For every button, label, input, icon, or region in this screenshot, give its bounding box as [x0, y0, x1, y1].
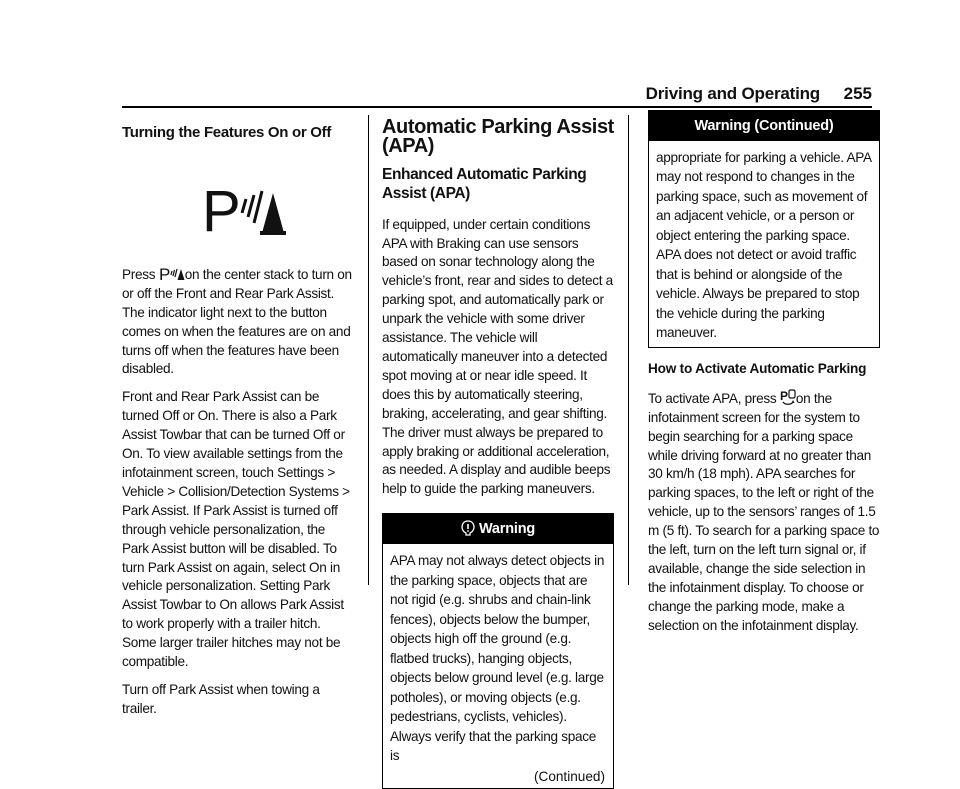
park-assist-icon — [202, 181, 287, 236]
warning-header: Warning — [383, 514, 613, 544]
column-divider — [628, 115, 629, 585]
paragraph: To activate APA, press P on the infotainment screen for the system to begin searching for a parking space while driving forward at no greater than 30 km/h (18 mph). APA searches for parking spaces, to the left or right of the vehicle, up to the sensors’ ranges of 1.5 m (5 ft). To search for a parking space to the left, turn on the left turn signal or, if available, change the side selection in the infotainment display. To choose or change the parking mode, make a selection on the infotainment display. — [648, 388, 880, 633]
paragraph: Front and Rear Park Assist can be turned Off or On. There is also a Park Assist Towbar that can be turned Off or On. To view available settings from the infotainment screen, touch Settings > Vehicle > Collision/Detection Systems > Park Assist. If Park Assist is turned off through vehicle personalization, the Park Assist button will be disabled. To turn Park Assist on again, select On in vehicle personalization. Setting Park Assist Towbar to On allows Park Assist to work properly with a trailer hitch. Some larger trailer hitches may not be compatible. — [122, 389, 350, 670]
svg-text:P: P — [158, 265, 170, 281]
warning-icon — [461, 520, 475, 536]
page-number: 255 — [843, 84, 872, 103]
paragraph: If equipped, under certain conditions APA with Braking can use sensors based on sonar technology along the vehicle’s front, rear and sides to detect a parking spot, and automatically park or unpark the vehicle with some driver assistance. The vehicle will automatically maneuver into a detected spot moving at or near idle speed. It does this by automatically steering, braking, accelerating, and gear shifting. The driver must always be prepared to apply braking or additional acceleration, as needed. A display and audible beeps help to guide the parking maneuvers. — [382, 216, 613, 497]
column-divider — [368, 115, 369, 585]
svg-text:P: P — [202, 180, 241, 236]
warning-text: appropriate for parking a vehicle. APA may not respond to changes in the parking space, such as movement of an adjacent vehicle, or a person or object entering the parking space. APA does not detect or avoid traffic that is behind or alongside of the vehicle. Always be prepared to stop the vehicle during the parking maneuver. — [656, 149, 872, 341]
svg-text:P: P — [779, 388, 788, 403]
heading-activate-apa: How to Activate Automatic Parking — [648, 360, 867, 376]
warning-box — [382, 513, 614, 788]
header-rule — [122, 106, 872, 108]
park-assist-icon — [159, 266, 185, 281]
paragraph: Turn off Park Assist when towing a trailer. — [122, 681, 320, 716]
subheading-enhanced-apa: Enhanced Automatic Parking Assist (APA) — [382, 165, 587, 202]
warning-header: Warning (Continued) — [649, 111, 879, 141]
automatic-parking-icon — [780, 389, 796, 405]
column-3 — [648, 110, 880, 645]
paragraph: Press P on the center stack to turn on or off the Front and Rear Park Assist. The indicator light next to the button comes on when the features are on and turns off when the features have been disabled. — [122, 265, 352, 377]
heading-apa: Automatic Parking Assist (APA) — [382, 116, 614, 157]
heading-turning-features: Turning the Features On or Off — [122, 124, 332, 141]
continued-label: (Continued) — [533, 768, 605, 784]
column-1 — [122, 110, 354, 728]
section-title: Driving and Operating — [645, 84, 820, 103]
page-header — [122, 78, 872, 108]
warning-text: APA may not always detect objects in the parking space, objects that are not rigid (e.g. shrubs and chain-link fences), objects below the bumper, objects high off the ground (e.g. flatbed trucks), hanging objects, objects below ground level (e.g. large potholes), or moving objects (e.g. pedestrians, cyclists, vehicles). Always verify that the parking space is — [390, 553, 605, 764]
warning-box-continued — [648, 110, 880, 348]
column-2 — [382, 110, 614, 789]
